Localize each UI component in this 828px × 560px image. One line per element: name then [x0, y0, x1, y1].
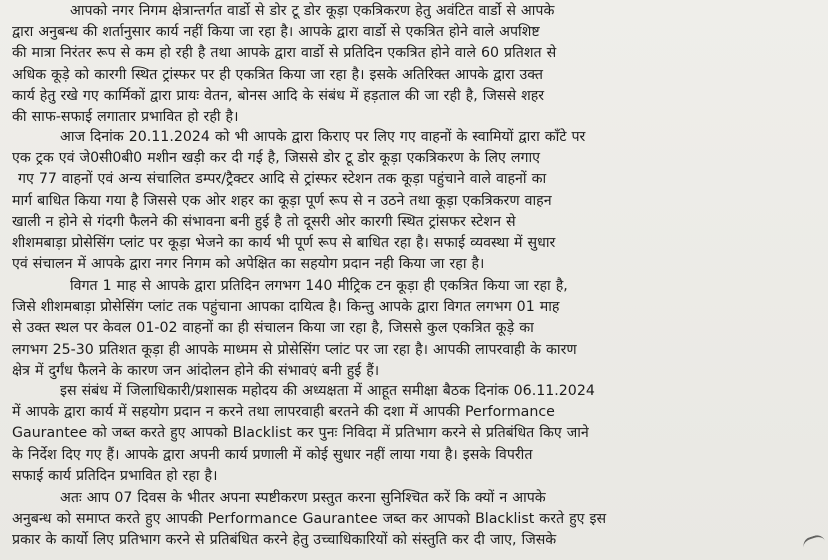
paragraph-line: एवं संचालन में आपके द्वारा नगर निगम को अपेक्षित का सहयोग प्रदान नही किया जा रहा है।: [12, 256, 485, 273]
paragraph-1: [12, 1, 822, 128]
paragraph-line: इस संबंध में जिलाधिकारी/प्रशासक महोदय की अध्यक्षता में आहूत समीक्षा बैठक दिनांक 06.11.2024: [60, 383, 595, 399]
paragraph-line: द्वारा अनुबन्ध की शर्तानुसार कार्य नहीं किया जा रहा है। आपके द्वारा वार्डो से एकत्रित होने वाले अपशिष्ट: [12, 24, 540, 41]
paragraph-line: आज दिनांक 20.11.2024 को भी आपके द्वारा किराए पर लिए गए वाहनों के स्वामियों द्वारा काँटे पर: [60, 129, 586, 145]
paragraph-line: अतः आप 07 दिवस के भीतर अपना स्पष्टीकरण प्रस्तुत करना सुनिश्चित करें कि क्यों न आपके: [60, 490, 546, 506]
paragraph-line: विगत 1 माह से आपके द्वारा प्रतिदिन लगभग 140 मीट्रिक टन कूड़ा ही एकत्रित किया जा रहा है,: [70, 278, 568, 294]
paragraph-line: खाली न होने से गंदगी फैलने की संभावना बनी हुई है तो दूसरी ओर कारगी स्थित ट्रांसफर स्टेशन से: [12, 213, 516, 230]
paragraph-line: सफाई कार्य प्रतिदिन प्रभावित हो रहा है।: [12, 467, 218, 484]
paragraph-line: अनुबन्ध को समाप्त करते हुए आपकी Performance Gaurantee जब्त कर आपको Blacklist करते हुए इस: [12, 511, 607, 528]
paragraph-5: [12, 488, 822, 552]
paragraph-line: मार्ग बाधित किया गया है जिससे एक ओर शहर का कूड़ा पूर्ण रूप से न उठने तथा कूड़ा एकत्रिकरण वाहन: [12, 192, 552, 209]
paragraph-line: शीशमबाड़ा प्रोसेसिंग प्लांट पर कूड़ा भेजने का कार्य भी पूर्ण रूप से बाधित रहा है। सफाई व्यवस्था में सुधार: [12, 235, 556, 252]
paragraph-line: Gaurantee को जब्त करते हुए आपको Blacklist कर पुनः निविदा में प्रतिभाग करने से प्रतिबंधित किए जाने: [12, 425, 589, 442]
paragraph-2: [12, 127, 822, 275]
paragraph-line: की मात्रा निरंतर रूप से कम हो रही है तथा आपके द्वारा वार्डो से प्रतिदिन एकत्रित होने वाले 60 प्रतिशत से: [12, 45, 557, 62]
paragraph-line: अधिक कूड़े को कारगी स्थित ट्रांस्फर पर ही एकत्रित किया जा रहा है। इसके अतिरिक्त आपके द्वारा उक्त: [12, 66, 543, 83]
paragraph-line: में आपके द्वारा कार्य में सहयोग प्रदान न करने तथा लापरवाही बरतने की दशा में आपकी Performance: [12, 404, 555, 421]
paragraph-line: प्रकार के कार्यो लिए प्रतिभाग करने से प्रतिबंधित करने हेतु उच्चाधिकारियों को संस्तुति कर दी जाए, जिसके: [12, 532, 557, 549]
paragraph-line: से उक्त स्थल पर केवल 01-02 वाहनों का ही संचालन किया जा रहा है, जिससे कुल एकत्रित कूड़े का: [12, 320, 534, 337]
paragraph-line: के निर्देश दिए गए हैं। आपके द्वारा अपनी कार्य प्रणाली में कोई सुधार नहीं लाया गया है। इसके विपरीत: [12, 446, 533, 463]
paragraph-line: एक ट्रक एवं जे0सी0बी0 मशीन खड़ी कर दी गई है, जिससे डोर टू डोर कूड़ा एकत्रिकरण के लिए लगाए: [12, 150, 540, 167]
paragraph-line: गए 77 वाहनों एवं अन्य संचालित डम्पर/ट्रैक्टर आदि से ट्रांस्फर स्टेशन तक कूड़ा पहुंचाने वाले वाहनों का: [18, 171, 547, 188]
paragraph-4: [12, 381, 822, 487]
paragraph-3: [12, 276, 822, 382]
paragraph-line: लगभग 25-30 प्रतिशत कूड़ा ही आपके माध्मम से प्रोसेसिंग प्लांट पर जा रहा है। आपकी लापरवाही के कारण: [12, 341, 577, 358]
paragraph-line: की साफ-सफाई लगातार प्रभावित हो रही है।: [12, 109, 239, 126]
paragraph-line: जिसे शीशमबाड़ा प्रोसेसिंग प्लांट तक पहुंचाना आपका दायित्व है। किन्तु आपके द्वारा विगत लगभग 01 माह: [12, 299, 560, 316]
paragraph-line: कार्य हेतु रखे गए कार्मिकों द्वारा प्रायः वेतन, बोनस आदि के संबंध में हड़ताल की जा रही है, जिससे शहर: [12, 87, 545, 104]
paragraph-line: आपको नगर निगम क्षेत्रान्तर्गत वार्डो से डोर टू डोर कूड़ा एकत्रिकरण हेतु अवंटित वार्डो से आपके: [70, 3, 555, 19]
paragraph-line: क्षेत्र में दुर्गंध फैलने के कारण जन आंदोलन होने की संभावएं बनी हुई हैं।: [12, 362, 380, 379]
